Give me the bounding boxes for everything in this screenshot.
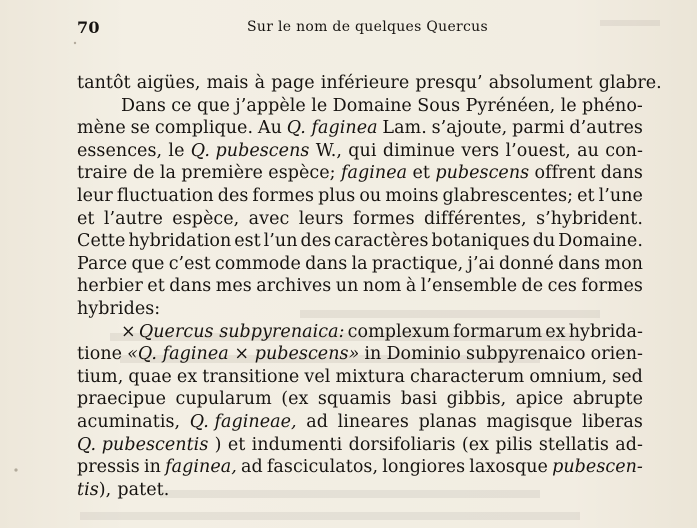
text-line [77,208,643,231]
word: offrent [534,163,596,184]
italic-word: Q. fagineae, [189,411,297,432]
word: omnium, [529,366,608,387]
word: traire [77,163,128,184]
word: formes [581,276,643,297]
word: vel [304,366,331,387]
word: ad [306,411,328,432]
word: dorsifoliaris [348,434,456,455]
word: de [521,276,544,297]
word: fasciculatos, [266,457,379,478]
word: Pyrénéen, [465,95,556,116]
word: squamis [317,389,392,410]
word: à [254,73,266,93]
italic-word: Q. pubescens [190,140,310,161]
italic-word: tis [77,479,99,500]
word: leurs [298,208,344,229]
text-line [77,185,643,208]
word: absolument [488,73,593,93]
word: que [196,95,230,116]
italic-word: Q. faginea [286,118,378,139]
word: hybrides: [77,298,161,319]
word: pressis [77,457,140,478]
word: in [143,457,161,478]
word: le [168,140,185,161]
word: formes [252,185,315,206]
word: de [132,163,155,184]
word: vers [461,140,500,161]
word: moins [385,185,439,206]
word: planas [418,411,477,432]
word: se [130,118,151,139]
text-line [77,72,662,95]
word: formarum [453,321,543,342]
word: practique, [371,253,464,274]
text-line [77,411,643,434]
word: tione [77,344,123,365]
word: et [412,163,430,184]
word: phéno- [582,95,643,116]
italic-word: faginea [340,163,408,184]
word: con- [605,140,643,161]
word: sed [612,366,643,387]
text-line [77,253,643,276]
word: Dominio [386,344,461,365]
italic-word: Q. pubescentis [77,434,209,455]
word: commode [214,253,301,274]
word: mixtura [335,366,405,387]
word: (ex [281,389,309,410]
word: l’ensemble [420,276,518,297]
word: laxosque [469,457,548,478]
word: des [300,231,332,252]
text-line [77,298,643,321]
word: ad [241,457,263,478]
word: mon [604,253,643,274]
word: s’hybrident. [536,208,643,229]
word: botaniques [431,231,530,252]
word: l’un [263,231,298,252]
page-number: 70 [77,18,100,37]
text-line [77,456,643,479]
word: ), [98,479,112,500]
word: ) [214,434,222,455]
word: dans [558,253,601,274]
word: et [77,208,95,229]
word: tantôt [77,73,131,93]
word: caractères [334,231,429,252]
word: (ex [461,434,490,455]
word: acuminatis, [77,411,181,432]
word: nom [362,276,402,297]
word: orien- [590,344,643,365]
word: indumenti [251,434,343,455]
word: ex [545,321,566,342]
word: Domaine [332,95,412,116]
word: apice [515,389,564,410]
word: la [159,163,176,184]
word: c’est [168,253,211,274]
word: mène [77,118,126,139]
word: leur [77,185,113,206]
word: Dans [121,95,166,116]
word: glabrescentes; [442,185,574,206]
word: transitione [202,366,300,387]
word: subpyrenaico [466,344,586,365]
text-line [77,479,643,502]
word: des [217,185,249,206]
word: parmi [512,118,565,139]
word: Lam. [382,118,427,139]
word: page [271,73,315,93]
word: praecipue [77,389,167,410]
word: presqu’ [415,73,483,93]
word: Cette [77,231,126,252]
word: longiores [382,457,466,478]
word: espèce, [172,208,240,229]
word: avec [248,208,290,229]
word: j’ai [467,253,495,274]
word: première [181,163,263,184]
word: inférieure [320,73,410,93]
word: hybrida- [568,321,643,342]
word: espèce; [268,163,336,184]
word: complexum [347,321,450,342]
word: × [121,321,136,342]
word: archives [256,276,332,297]
word: basi [400,389,438,410]
word: pilis [495,434,533,455]
text-line [77,95,643,118]
word: à [405,276,417,297]
text-line [77,275,643,298]
word: ce [171,95,192,116]
text-line [77,230,643,253]
word: complique. [154,118,254,139]
text-line [77,434,643,457]
word: Parce [77,253,128,274]
word: magisque [486,411,573,432]
word: W., [315,140,342,161]
word: d’autres [569,118,643,139]
word: diminue [382,140,456,161]
italic-word: pubescen- [552,457,643,478]
word: ex [176,366,198,387]
italic-word: faginea, [165,457,237,478]
word: ou [359,185,382,206]
word: Au [257,118,282,139]
word: dans [305,253,348,274]
word: liberas [582,411,643,432]
word: au [577,140,599,161]
word: in [364,344,382,365]
word: ces [547,276,577,297]
text-line [77,343,643,366]
word: characterum [410,366,525,387]
word: et [577,185,595,206]
word: quae [128,366,172,387]
word: qui [348,140,377,161]
italic-word: «Q. faginea × pubescens» [127,344,360,365]
text-line [77,117,643,140]
word: l’autre [103,208,163,229]
word: stellatis [538,434,609,455]
word: l’ouest, [505,140,571,161]
word: abrupte [572,389,643,410]
word: essences, [77,140,163,161]
page-header [77,12,637,38]
word: patet. [117,479,170,500]
word: fluctuation [116,185,214,206]
text-line [77,140,643,163]
word: mes [215,276,252,297]
word: dans [169,276,212,297]
word: herbier [77,276,143,297]
word: ad- [615,434,643,455]
body-text [77,72,662,501]
word: cupularum [175,389,272,410]
word: du [532,231,556,252]
italic-word: pubescens [435,163,530,184]
word: mais [206,73,249,93]
word: lineares [337,411,409,432]
word: l’une [598,185,643,206]
word: et [147,276,165,297]
word: j’appèle [235,95,306,116]
text-line [77,388,643,411]
word: dans [600,163,643,184]
word: gibbis, [446,389,507,410]
word: donné [498,253,554,274]
text-line [77,366,643,389]
word: plus [318,185,356,206]
word: tium, [77,366,124,387]
word: différentes, [424,208,527,229]
text-line [77,162,643,185]
word: formes [352,208,415,229]
text-line [77,321,643,344]
italic-word: Quercus subpyrenaica: [138,321,345,342]
word: aigües, [136,73,201,93]
word: et [227,434,246,455]
word: le [311,95,328,116]
word: hybridation [128,231,232,252]
word: la [351,253,368,274]
word: est [234,231,261,252]
word: s’ajoute, [431,118,508,139]
word: glabre. [598,73,662,93]
word: que [131,253,165,274]
word: Domaine. [558,231,643,252]
word: Sous [417,95,461,116]
running-title: Sur le nom de quelques Quercus [247,19,488,35]
word: le [560,95,577,116]
word: un [335,276,359,297]
